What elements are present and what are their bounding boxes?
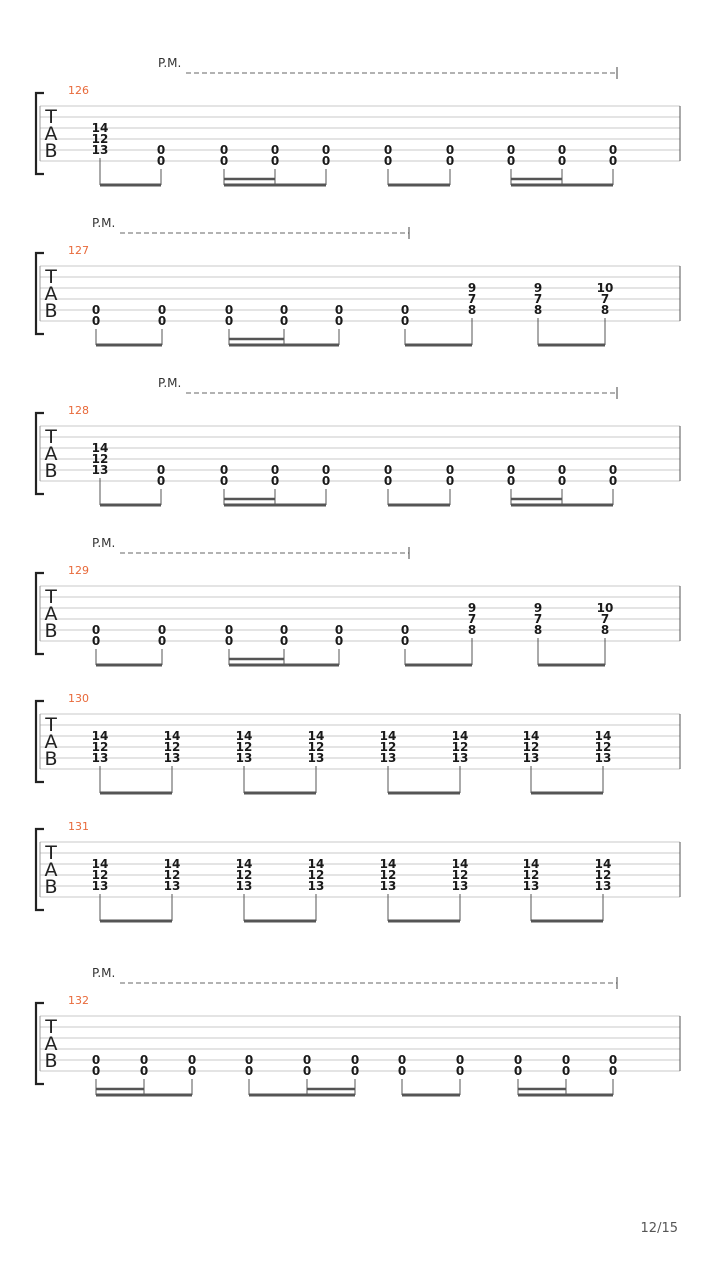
fret-number: 0 <box>334 314 344 328</box>
fret-number: 0 <box>157 303 167 317</box>
fret-number: 13 <box>307 751 325 765</box>
fret-number: 0 <box>350 1053 360 1067</box>
fret-number: 12 <box>522 740 540 754</box>
fret-number: 8 <box>467 623 477 637</box>
fret-number: 0 <box>219 463 229 477</box>
fret-number: 0 <box>557 463 567 477</box>
tab-system <box>36 376 680 505</box>
fret-number: 14 <box>379 857 397 871</box>
fret-number: 0 <box>91 623 101 637</box>
fret-number: 0 <box>270 474 280 488</box>
fret-number: 0 <box>91 1053 101 1067</box>
fret-number: 14 <box>163 857 181 871</box>
fret-number: 8 <box>600 623 610 637</box>
fret-number: 12 <box>163 868 181 882</box>
fret-number: 0 <box>156 463 166 477</box>
fret-number: 9 <box>533 601 543 615</box>
fret-number: 0 <box>321 463 331 477</box>
fret-number: 8 <box>533 303 543 317</box>
tab-clef-letter: T <box>45 714 57 736</box>
tab-clef-letter: A <box>44 731 58 753</box>
tab-clef-letter: B <box>44 876 58 898</box>
fret-number: 14 <box>307 729 325 743</box>
tab-clef-letter: A <box>44 443 58 465</box>
fret-number: 12 <box>91 132 109 146</box>
fret-number: 0 <box>139 1053 149 1067</box>
fret-number: 0 <box>455 1064 465 1078</box>
fret-number: 0 <box>608 1053 618 1067</box>
fret-number: 0 <box>187 1053 197 1067</box>
fret-number: 0 <box>608 1064 618 1078</box>
fret-number: 12 <box>163 740 181 754</box>
fret-number: 14 <box>163 729 181 743</box>
fret-number: 0 <box>157 634 167 648</box>
fret-number: 14 <box>91 857 109 871</box>
fret-number: 14 <box>522 857 540 871</box>
palm-mute-label: P.M. <box>92 216 116 230</box>
tab-clef-letter: B <box>44 620 58 642</box>
fret-number: 0 <box>224 303 234 317</box>
palm-mute-label: P.M. <box>92 966 116 980</box>
measure-number: 128 <box>68 404 89 417</box>
fret-number: 0 <box>445 474 455 488</box>
fret-number: 0 <box>224 314 234 328</box>
fret-number: 0 <box>506 154 516 168</box>
fret-number: 7 <box>467 612 477 626</box>
fret-number: 0 <box>383 143 393 157</box>
fret-number: 0 <box>219 154 229 168</box>
fret-number: 14 <box>91 729 109 743</box>
fret-number: 12 <box>91 452 109 466</box>
fret-number: 0 <box>157 314 167 328</box>
fret-number: 12 <box>451 868 469 882</box>
tab-system <box>36 820 680 921</box>
fret-number: 13 <box>91 751 109 765</box>
tab-clef-letter: B <box>44 300 58 322</box>
fret-number: 14 <box>379 729 397 743</box>
fret-number: 7 <box>533 612 543 626</box>
fret-number: 0 <box>400 303 410 317</box>
fret-number: 12 <box>307 740 325 754</box>
fret-number: 0 <box>279 634 289 648</box>
tab-clef-letter: A <box>44 1033 58 1055</box>
fret-number: 0 <box>561 1064 571 1078</box>
fret-number: 0 <box>608 463 618 477</box>
tab-system <box>36 56 680 185</box>
tab-clef-letter: B <box>44 140 58 162</box>
palm-mute-label: P.M. <box>92 536 116 550</box>
fret-number: 0 <box>139 1064 149 1078</box>
fret-number: 0 <box>302 1053 312 1067</box>
fret-number: 0 <box>557 474 567 488</box>
fret-number: 14 <box>307 857 325 871</box>
tab-system <box>36 216 680 345</box>
tab-clef-letter: T <box>45 586 57 608</box>
fret-number: 0 <box>91 634 101 648</box>
fret-number: 0 <box>513 1053 523 1067</box>
fret-number: 13 <box>307 879 325 893</box>
measure-number: 126 <box>68 84 89 97</box>
fret-number: 0 <box>91 1064 101 1078</box>
fret-number: 12 <box>594 868 612 882</box>
tab-clef-letter: T <box>45 1016 57 1038</box>
fret-number: 0 <box>400 623 410 637</box>
fret-number: 9 <box>467 601 477 615</box>
fret-number: 13 <box>235 751 253 765</box>
fret-number: 0 <box>400 634 410 648</box>
fret-number: 14 <box>522 729 540 743</box>
fret-number: 13 <box>91 143 109 157</box>
fret-number: 12 <box>307 868 325 882</box>
fret-number: 0 <box>219 474 229 488</box>
fret-number: 12 <box>379 868 397 882</box>
fret-number: 13 <box>91 463 109 477</box>
fret-number: 0 <box>224 623 234 637</box>
tab-clef-letter: A <box>44 123 58 145</box>
fret-number: 0 <box>383 154 393 168</box>
tab-clef-letter: A <box>44 603 58 625</box>
fret-number: 0 <box>400 314 410 328</box>
fret-number: 12 <box>235 868 253 882</box>
fret-number: 0 <box>91 314 101 328</box>
fret-number: 12 <box>594 740 612 754</box>
fret-number: 0 <box>244 1053 254 1067</box>
fret-number: 0 <box>350 1064 360 1078</box>
fret-number: 0 <box>397 1064 407 1078</box>
fret-number: 0 <box>321 474 331 488</box>
tab-clef-letter: A <box>44 859 58 881</box>
tab-clef-letter: B <box>44 1050 58 1072</box>
fret-number: 14 <box>594 729 612 743</box>
fret-number: 13 <box>451 751 469 765</box>
fret-number: 8 <box>467 303 477 317</box>
fret-number: 13 <box>163 751 181 765</box>
tab-clef-letter: B <box>44 748 58 770</box>
fret-number: 12 <box>91 868 109 882</box>
fret-number: 0 <box>156 143 166 157</box>
fret-number: 14 <box>235 729 253 743</box>
tab-clef-letter: A <box>44 283 58 305</box>
tab-system <box>36 692 680 793</box>
fret-number: 0 <box>561 1053 571 1067</box>
fret-number: 8 <box>600 303 610 317</box>
tab-system <box>36 536 680 665</box>
fret-number: 0 <box>187 1064 197 1078</box>
fret-number: 14 <box>451 857 469 871</box>
fret-number: 13 <box>379 879 397 893</box>
fret-number: 0 <box>513 1064 523 1078</box>
fret-number: 0 <box>397 1053 407 1067</box>
fret-number: 0 <box>445 154 455 168</box>
fret-number: 0 <box>608 143 618 157</box>
fret-number: 0 <box>91 303 101 317</box>
fret-number: 0 <box>506 143 516 157</box>
fret-number: 13 <box>522 879 540 893</box>
fret-number: 0 <box>244 1064 254 1078</box>
fret-number: 0 <box>270 143 280 157</box>
tab-system <box>36 966 680 1095</box>
fret-number: 0 <box>157 623 167 637</box>
tab-clef-letter: T <box>45 426 57 448</box>
fret-number: 14 <box>235 857 253 871</box>
fret-number: 0 <box>383 463 393 477</box>
fret-number: 0 <box>557 154 567 168</box>
fret-number: 0 <box>302 1064 312 1078</box>
fret-number: 14 <box>91 121 109 135</box>
fret-number: 13 <box>594 879 612 893</box>
palm-mute-label: P.M. <box>158 56 182 70</box>
fret-number: 12 <box>379 740 397 754</box>
fret-number: 13 <box>379 751 397 765</box>
fret-number: 0 <box>445 463 455 477</box>
fret-number: 0 <box>455 1053 465 1067</box>
measure-number: 129 <box>68 564 89 577</box>
fret-number: 0 <box>334 623 344 637</box>
fret-number: 0 <box>279 314 289 328</box>
fret-number: 0 <box>334 303 344 317</box>
page-number: 12/15 <box>640 1221 678 1236</box>
tab-clef-letter: B <box>44 460 58 482</box>
fret-number: 14 <box>594 857 612 871</box>
fret-number: 7 <box>533 292 543 306</box>
fret-number: 0 <box>608 154 618 168</box>
fret-number: 0 <box>224 634 234 648</box>
fret-number: 0 <box>334 634 344 648</box>
measure-number: 131 <box>68 820 89 833</box>
measure-number: 130 <box>68 692 89 705</box>
tab-clef-letter: T <box>45 106 57 128</box>
fret-number: 12 <box>451 740 469 754</box>
fret-number: 0 <box>557 143 567 157</box>
fret-number: 13 <box>235 879 253 893</box>
fret-number: 13 <box>91 879 109 893</box>
fret-number: 0 <box>506 463 516 477</box>
fret-number: 13 <box>163 879 181 893</box>
fret-number: 0 <box>608 474 618 488</box>
palm-mute-label: P.M. <box>158 376 182 390</box>
fret-number: 12 <box>91 740 109 754</box>
fret-number: 12 <box>235 740 253 754</box>
fret-number: 0 <box>270 463 280 477</box>
fret-number: 7 <box>600 612 610 626</box>
fret-number: 0 <box>321 154 331 168</box>
fret-number: 9 <box>467 281 477 295</box>
fret-number: 0 <box>219 143 229 157</box>
fret-number: 14 <box>91 441 109 455</box>
fret-number: 13 <box>451 879 469 893</box>
measure-number: 132 <box>68 994 89 1007</box>
measure-number: 127 <box>68 244 89 257</box>
fret-number: 0 <box>383 474 393 488</box>
fret-number: 0 <box>270 154 280 168</box>
fret-number: 7 <box>600 292 610 306</box>
fret-number: 10 <box>596 281 614 295</box>
fret-number: 8 <box>533 623 543 637</box>
fret-number: 0 <box>156 154 166 168</box>
fret-number: 7 <box>467 292 477 306</box>
fret-number: 0 <box>445 143 455 157</box>
fret-number: 0 <box>279 303 289 317</box>
fret-number: 13 <box>522 751 540 765</box>
tab-clef-letter: T <box>45 842 57 864</box>
fret-number: 14 <box>451 729 469 743</box>
fret-number: 10 <box>596 601 614 615</box>
fret-number: 0 <box>279 623 289 637</box>
tab-clef-letter: T <box>45 266 57 288</box>
fret-number: 0 <box>506 474 516 488</box>
fret-number: 0 <box>321 143 331 157</box>
fret-number: 12 <box>522 868 540 882</box>
fret-number: 9 <box>533 281 543 295</box>
fret-number: 13 <box>594 751 612 765</box>
fret-number: 0 <box>156 474 166 488</box>
